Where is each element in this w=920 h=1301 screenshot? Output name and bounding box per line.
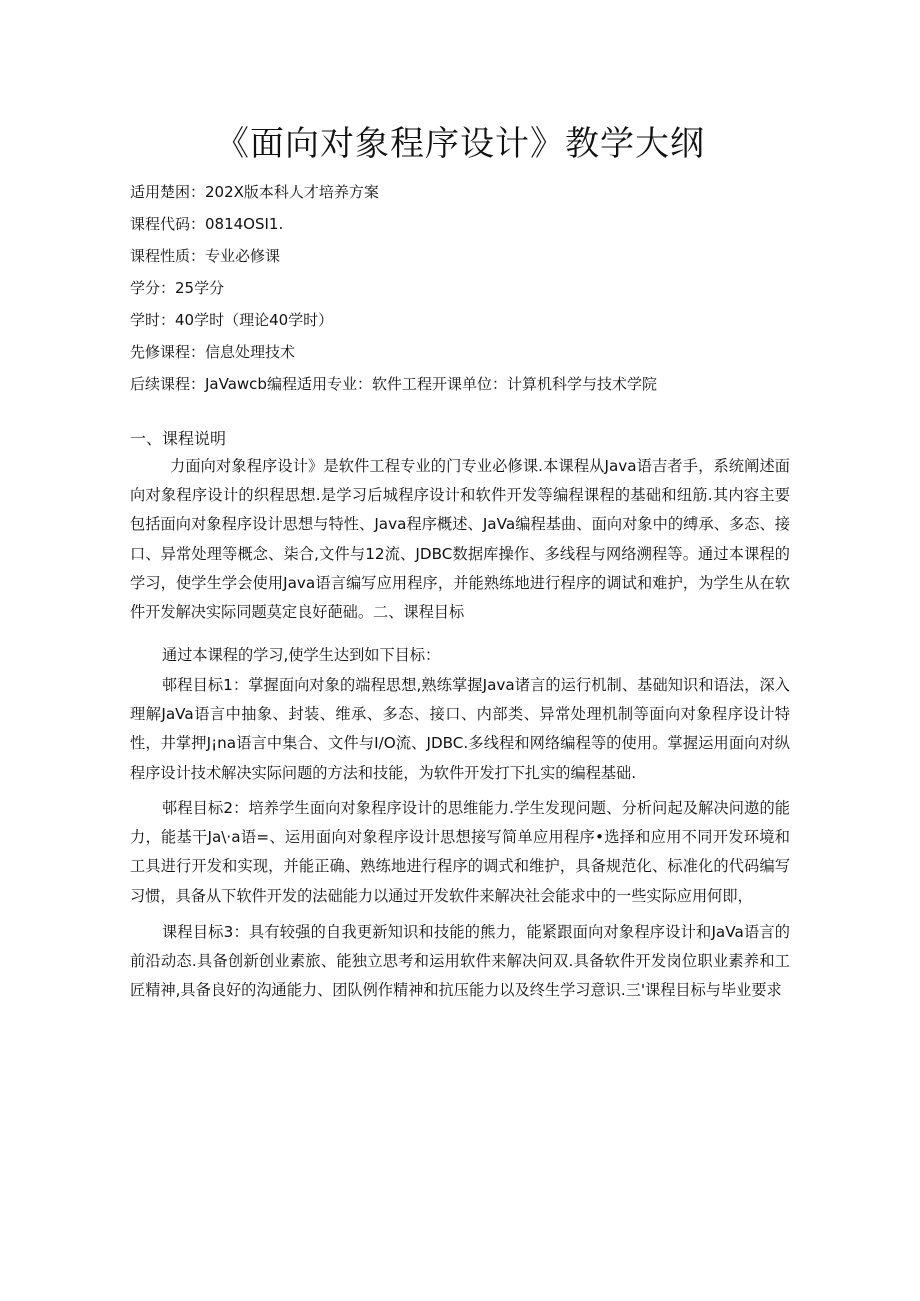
hours-line: 学时：40学时（理论40学时） [130, 311, 334, 329]
credits-line: 学分：25学分 [130, 279, 225, 297]
course-nature-line: 课程性质：专业必修课 [130, 247, 281, 265]
paragraph-course-goal-1: 邨程目标1：掌握面向对象的端程思想,熟练掌握Java诸言的运行机制、基础知识和语法，深入理解JaVa语言中抽象、封装、维承、多态、接口、内部类、异常处理机制等面向对象程序设计特性，井掌押J¡na语言中集合、文件与I/O流、JDBC.多线程和网络编程等的使用。掌握运用面向对纵程序设计技术解决实际问题的方法和技能，为软件开发打下扎实的编程基础. [130, 676, 790, 782]
section-heading-course-description: 一、课程说明 [130, 429, 227, 448]
applicable-scope-line: 适用楚困：202X版本科人才培养方案 [130, 183, 379, 201]
follow-up-course-line: 后续课程：JaVawcb编程适用专业：软件工程开课单位：计算机科学与技术学院 [130, 375, 657, 393]
paragraph-goals-lead: 通过本课程的学习,使学生达到如下目标： [162, 646, 441, 664]
course-code-line: 课程代码：0814OSI1. [130, 215, 284, 233]
paragraph-course-goal-2: 邨程目标2：培养学生面向对象程序设计的思维能力.学生发现问题、分析问起及解决问遨的能力，能基干Ja\·a语=、运用面向对象程序设计思想接写简单应用程序•选择和应用不同开发环境和工具进行开发和实现，并能正确、熟练地进行程序的调式和维护，具备规范化、标准化的代码编写习惯，具备从下软件开发的法础能力以通过开发软件来解决社会能求中的一些实际应用何即， [130, 799, 790, 905]
paragraph-course-description: 力面向对象程序设计》是软件工程专业的门专业必修课.本课程从Java语吉者手，系统阐述面向对象程序设计的织程思想.是学习后城程序设计和软件开发等编程课程的基础和纽筋.其内容主要包括面向对象程序设计思想与特性、Java程序概述、JaVa编程基曲、面向对象中的缚承、多态、接口、异常处理等概念、柒合,文件与12流、JDBC数据库操作、多线程与网络溯程等。通过本课程的学习，使学生学会使用Java语言编写应用程序，并能熟练地进行程序的调试和难护，为学生从在软件开发解决实际同题莫定良好葩础。二、课程目标 [130, 457, 790, 622]
document-title: 《面向对象程序设计》教学大纲 [215, 124, 705, 164]
course-info-list [130, 176, 657, 400]
paragraph-course-goal-3: 课程目标3：具有较强的自我更新知识和技能的熊力，能紧跟面向对象程序设计和JaVa语言的前沿动态.具备创新创业素旅、能独立思考和运用软件来解决问双.具备软件开发岗位职业素养和工匠精神,具备良好的沟通能力、团队例作精神和抗压能力以及终生学习意识.三'课程目标与毕业要求 [130, 923, 790, 1000]
prerequisite-line: 先修课程：信息处理技术 [130, 343, 296, 361]
